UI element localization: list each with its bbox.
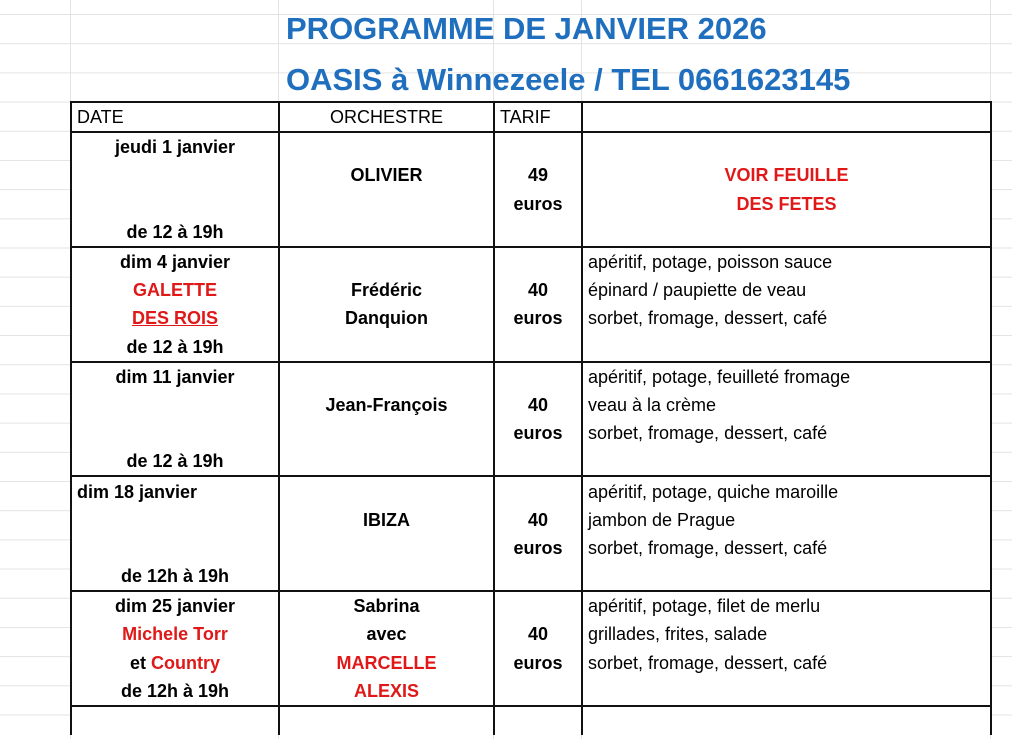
cell[interactable] <box>279 476 494 505</box>
event-date[interactable]: dim 25 janvier <box>71 591 279 620</box>
header-date[interactable]: DATE <box>71 102 279 132</box>
event-orchestre[interactable]: avec <box>279 620 494 648</box>
cell[interactable] <box>582 447 991 476</box>
event-price[interactable]: 40 <box>494 620 582 648</box>
menu-line[interactable]: jambon de Prague <box>582 506 991 534</box>
event-orchestre[interactable]: Sabrina <box>279 591 494 620</box>
table-row <box>71 649 991 677</box>
schedule-table <box>70 101 992 735</box>
page-subtitle: OASIS à Winnezeele / TEL 0661623145 <box>286 62 851 97</box>
menu-line[interactable]: grillades, frites, salade <box>582 620 991 648</box>
event-price[interactable]: 40 <box>494 276 582 304</box>
table-row <box>71 620 991 648</box>
header-tarif[interactable]: TARIF <box>494 102 582 132</box>
event-date[interactable]: dim 18 janvier <box>71 476 279 505</box>
cell[interactable] <box>71 534 279 562</box>
cell[interactable] <box>279 132 494 161</box>
event-orchestre[interactable]: Danquion <box>279 304 494 332</box>
table-row <box>71 391 991 419</box>
menu-line[interactable]: veau à la crème <box>582 391 991 419</box>
table-row <box>71 333 991 362</box>
event-orchestre[interactable]: Frédéric <box>279 276 494 304</box>
cell[interactable] <box>279 706 494 735</box>
table-row <box>71 304 991 332</box>
cell[interactable] <box>494 591 582 620</box>
menu-line[interactable]: sorbet, fromage, dessert, café <box>582 304 991 332</box>
cell[interactable] <box>582 562 991 591</box>
event-special: Country <box>151 652 221 673</box>
table-row <box>71 506 991 534</box>
event-orchestre[interactable]: IBIZA <box>279 506 494 534</box>
cell[interactable] <box>582 333 991 362</box>
cell[interactable] <box>71 190 279 218</box>
cell[interactable] <box>71 419 279 447</box>
event-hours[interactable]: de 12 à 19h <box>71 218 279 247</box>
menu-line[interactable]: apéritif, potage, poisson sauce <box>582 247 991 276</box>
cell[interactable] <box>494 447 582 476</box>
event-note[interactable]: VOIR FEUILLE <box>582 161 991 189</box>
cell[interactable] <box>494 476 582 505</box>
table-row <box>71 362 991 391</box>
table-row <box>71 276 991 304</box>
event-price[interactable]: 49 <box>494 161 582 189</box>
header-orchestre[interactable]: ORCHESTRE <box>279 102 494 132</box>
event-currency[interactable]: euros <box>494 534 582 562</box>
cell[interactable] <box>279 447 494 476</box>
table-row <box>71 218 991 247</box>
cell[interactable] <box>279 534 494 562</box>
event-currency[interactable]: euros <box>494 304 582 332</box>
cell[interactable] <box>582 706 991 735</box>
event-hours[interactable]: de 12 à 19h <box>71 333 279 362</box>
event-special-cell[interactable] <box>71 649 279 677</box>
event-date[interactable]: dim 4 janvier <box>71 247 279 276</box>
event-currency[interactable]: euros <box>494 649 582 677</box>
event-special-conj: et <box>129 652 146 673</box>
cell[interactable] <box>494 706 582 735</box>
event-special[interactable]: Michele Torr <box>71 620 279 648</box>
page-title: PROGRAMME DE JANVIER 2026 <box>286 11 767 46</box>
cell[interactable] <box>582 218 991 247</box>
menu-line[interactable]: apéritif, potage, filet de merlu <box>582 591 991 620</box>
cell[interactable] <box>279 333 494 362</box>
table-row <box>71 476 991 505</box>
cell[interactable] <box>71 161 279 189</box>
cell[interactable] <box>494 677 582 706</box>
event-orchestre[interactable]: ALEXIS <box>279 677 494 706</box>
cell[interactable] <box>279 218 494 247</box>
cell[interactable] <box>494 132 582 161</box>
event-price[interactable]: 40 <box>494 506 582 534</box>
table-row <box>71 562 991 591</box>
table-row <box>71 591 991 620</box>
cell[interactable] <box>279 362 494 391</box>
cell[interactable] <box>71 506 279 534</box>
table-row <box>71 190 991 218</box>
table-row <box>71 247 991 276</box>
event-currency[interactable]: euros <box>494 190 582 218</box>
cell[interactable] <box>582 132 991 161</box>
cell[interactable] <box>494 562 582 591</box>
cell[interactable] <box>494 218 582 247</box>
event-orchestre[interactable]: Jean-François <box>279 391 494 419</box>
event-special[interactable]: DES ROIS <box>71 304 279 332</box>
header-menu[interactable] <box>582 102 991 132</box>
table-row <box>71 677 991 706</box>
cell[interactable] <box>279 419 494 447</box>
event-price[interactable]: 40 <box>494 391 582 419</box>
event-hours[interactable]: de 12 à 19h <box>71 447 279 476</box>
cell[interactable] <box>71 706 279 735</box>
table-row <box>71 706 991 735</box>
event-hours[interactable]: de 12h à 19h <box>71 562 279 591</box>
table-row <box>71 447 991 476</box>
event-currency[interactable]: euros <box>494 419 582 447</box>
event-date[interactable]: jeudi 1 janvier <box>71 132 279 161</box>
event-special[interactable]: GALETTE <box>71 276 279 304</box>
cell[interactable] <box>494 247 582 276</box>
event-note[interactable]: DES FETES <box>582 190 991 218</box>
cell[interactable] <box>582 677 991 706</box>
table-row <box>71 419 991 447</box>
cell[interactable] <box>71 391 279 419</box>
table-row <box>71 161 991 189</box>
table-row <box>71 534 991 562</box>
menu-line[interactable]: apéritif, potage, quiche maroille <box>582 476 991 505</box>
menu-line[interactable]: épinard / paupiette de veau <box>582 276 991 304</box>
cell[interactable] <box>279 247 494 276</box>
menu-line[interactable]: sorbet, fromage, dessert, café <box>582 419 991 447</box>
cell[interactable] <box>494 333 582 362</box>
event-hours[interactable]: de 12h à 19h <box>71 677 279 706</box>
cell[interactable] <box>494 362 582 391</box>
menu-line[interactable]: apéritif, potage, feuilleté fromage <box>582 362 991 391</box>
event-orchestre[interactable]: OLIVIER <box>279 161 494 189</box>
event-date[interactable]: dim 11 janvier <box>71 362 279 391</box>
event-orchestre[interactable]: MARCELLE <box>279 649 494 677</box>
cell[interactable] <box>279 190 494 218</box>
header-row <box>71 102 991 132</box>
cell[interactable] <box>279 562 494 591</box>
menu-line[interactable]: sorbet, fromage, dessert, café <box>582 534 991 562</box>
table-row <box>71 132 991 161</box>
menu-line[interactable]: sorbet, fromage, dessert, café <box>582 649 991 677</box>
